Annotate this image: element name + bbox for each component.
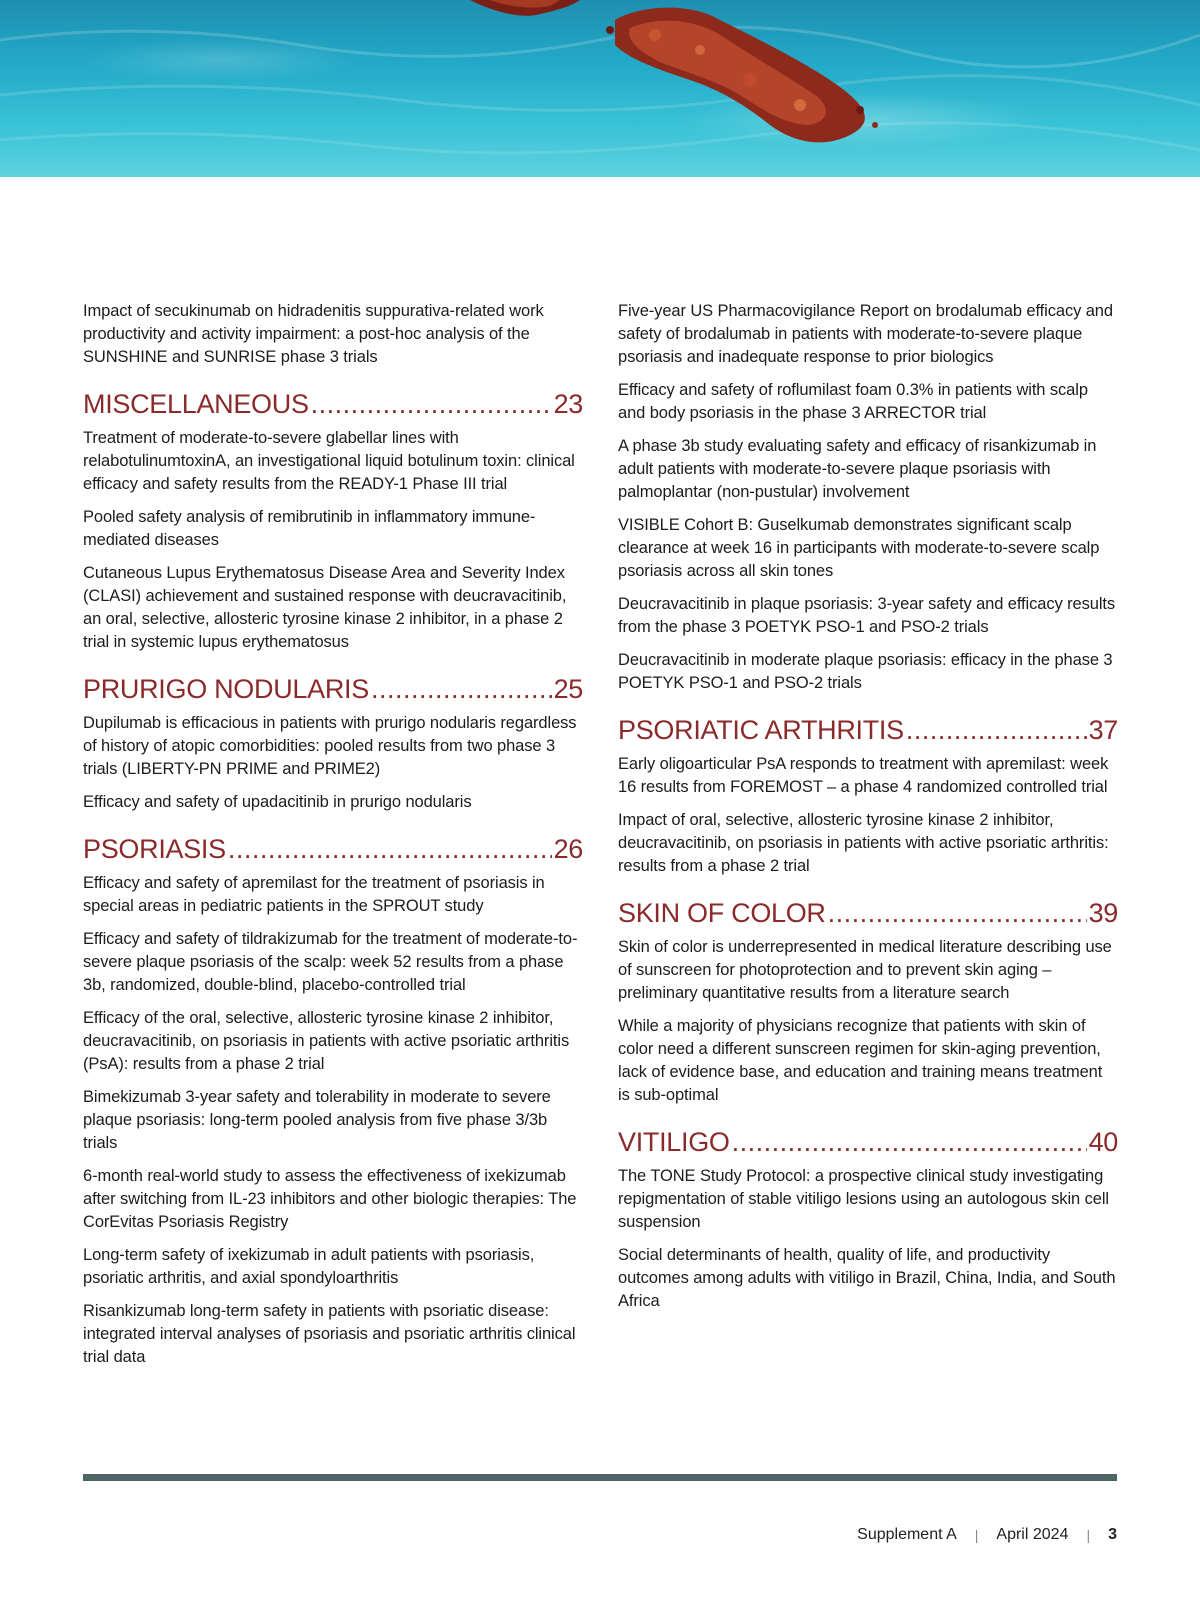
section-page-number: 40 bbox=[1088, 1127, 1118, 1157]
toc-entry[interactable]: Early oligoarticular PsA responds to treatment with apremilast: week 16 results from FOREMOST – a phase 4 randomized controlled trial bbox=[618, 755, 1109, 796]
page-footer bbox=[857, 1526, 1117, 1544]
section-title: SKIN OF COLOR bbox=[618, 898, 826, 928]
toc-section-psoriasis bbox=[83, 832, 583, 1369]
section-page-number: 26 bbox=[553, 834, 583, 864]
toc-entry[interactable]: Impact of secukinumab on hidradenitis suppurativa-related work productivity and activity impairment: a post-hoc analysis of the SUNSHINE and SUNRISE phase 3 trials bbox=[83, 302, 544, 366]
section-heading[interactable] bbox=[618, 896, 1118, 930]
toc-section-psoriatic-arthritis bbox=[618, 713, 1118, 878]
toc-entry[interactable]: A phase 3b study evaluating safety and efficacy of risankizumab in adult patients with moderate-to-severe plaque psoriasis with palmoplantar (non-pustular) involvement bbox=[618, 437, 1097, 501]
toc-entry[interactable]: Impact of oral, selective, allosteric tyrosine kinase 2 inhibitor, deucravacitinib, on psoriasis in patients with active psoriatic arthritis: results from a phase 2 trial bbox=[618, 811, 1109, 875]
section-page-number: 23 bbox=[553, 389, 583, 419]
publication-date: April 2024 bbox=[996, 1526, 1069, 1543]
section-heading[interactable] bbox=[83, 832, 583, 866]
toc-entry[interactable]: VISIBLE Cohort B: Guselkumab demonstrates significant scalp clearance at week 16 in participants with moderate-to-severe scalp psoriasis across all skin tones bbox=[618, 516, 1100, 580]
toc-left-column bbox=[83, 300, 583, 1379]
dot-leader bbox=[371, 672, 552, 706]
section-heading[interactable] bbox=[618, 713, 1118, 747]
toc-entry[interactable]: Pooled safety analysis of remibrutinib in inflammatory immune-mediated diseases bbox=[83, 508, 536, 549]
toc-section-prurigo-nodularis bbox=[83, 672, 583, 814]
section-heading[interactable] bbox=[618, 1125, 1118, 1159]
dot-leader bbox=[228, 832, 552, 866]
toc-entry[interactable]: Efficacy and safety of tildrakizumab for the treatment of moderate-to-severe plaque psoriasis of the scalp: week 52 results from a phase 3b, randomized, double-blind, placebo-controlled trial bbox=[83, 930, 578, 994]
toc-entry[interactable]: Deucravacitinib in moderate plaque psoriasis: efficacy in the phase 3 POETYK PSO-1 and PSO-2 trials bbox=[618, 651, 1113, 692]
section-page-number: 25 bbox=[553, 674, 583, 704]
section-title: PSORIATIC ARTHRITIS bbox=[618, 715, 904, 745]
dot-leader bbox=[311, 387, 552, 421]
footer-separator: | bbox=[974, 1527, 979, 1543]
dot-leader bbox=[906, 713, 1087, 747]
toc-section-miscellaneous bbox=[83, 387, 583, 654]
toc-entry[interactable]: Deucravacitinib in plaque psoriasis: 3-year safety and efficacy results from the phase 3 POETYK PSO-1 and PSO-2 trials bbox=[618, 595, 1116, 636]
section-heading[interactable] bbox=[83, 387, 583, 421]
toc-entry[interactable]: Skin of color is underrepresented in medical literature describing use of sunscreen for photoprotection and to prevent skin aging – preliminary quantitative results from a literature search bbox=[618, 938, 1112, 1002]
toc-entry[interactable]: Social determinants of health, quality of life, and productivity outcomes among adults with vitiligo in Brazil, China, India, and South Africa bbox=[618, 1246, 1116, 1310]
section-title: VITILIGO bbox=[618, 1127, 730, 1157]
section-title: PRURIGO NODULARIS bbox=[83, 674, 369, 704]
toc-entry[interactable]: Treatment of moderate-to-severe glabellar lines with relabotulinumtoxinA, an investigational liquid botulinum toxin: clinical efficacy and safety results from the READY-1 Phase III trial bbox=[83, 429, 575, 493]
page-number: 3 bbox=[1108, 1526, 1117, 1543]
toc-entry[interactable]: Bimekizumab 3-year safety and tolerability in moderate to severe plaque psoriasis: long-term pooled analysis from five phase 3/3b trials bbox=[83, 1088, 551, 1152]
footer-separator: | bbox=[1086, 1527, 1091, 1543]
toc-entry[interactable]: Efficacy and safety of apremilast for the treatment of psoriasis in special areas in pediatric patients in the SPROUT study bbox=[83, 874, 545, 915]
section-page-number: 39 bbox=[1088, 898, 1118, 928]
section-title: PSORIASIS bbox=[83, 834, 226, 864]
toc-entry[interactable]: Risankizumab long-term safety in patients with psoriatic disease: integrated interval analyses of psoriasis and psoriatic arthritis clinical trial data bbox=[83, 1302, 576, 1366]
section-page-number: 37 bbox=[1088, 715, 1118, 745]
publication-label: Supplement A bbox=[857, 1526, 957, 1543]
toc-entry[interactable]: Dupilumab is efficacious in patients with prurigo nodularis regardless of history of atopic comorbidities: pooled results from two phase 3 trials (LIBERTY-PN PRIME and PRIME2) bbox=[83, 714, 577, 778]
dot-leader bbox=[732, 1125, 1087, 1159]
toc-entry[interactable]: While a majority of physicians recognize that patients with skin of color need a different sunscreen regimen for skin-aging prevention, lack of evidence base, and education and training means treatment is sub-optimal bbox=[618, 1017, 1103, 1104]
toc-entry[interactable]: Efficacy of the oral, selective, allosteric tyrosine kinase 2 inhibitor, deucravacitinib, on psoriasis in patients with active psoriatic arthritis (PsA): results from a phase 2 trial bbox=[83, 1009, 570, 1073]
section-heading[interactable] bbox=[83, 672, 583, 706]
header-banner-image bbox=[0, 0, 1200, 177]
toc-entry[interactable]: Cutaneous Lupus Erythematosus Disease Area and Severity Index (CLASI) achievement and sustained response with deucravacitinib, an oral, selective, allosteric tyrosine kinase 2 inhibitor, in a phase 2 trial in systemic lupus erythematosus bbox=[83, 564, 567, 651]
toc-entry[interactable]: Long-term safety of ixekizumab in adult patients with psoriasis, psoriatic arthritis, and axial spondyloarthritis bbox=[83, 1246, 535, 1287]
dot-leader bbox=[828, 896, 1087, 930]
toc-right-column bbox=[618, 300, 1118, 1323]
toc-entry[interactable]: The TONE Study Protocol: a prospective clinical study investigating repigmentation of stable vitiligo lesions using an autologous skin cell suspension bbox=[618, 1167, 1109, 1231]
footer-divider bbox=[83, 1474, 1117, 1481]
toc-section-skin-of-color bbox=[618, 896, 1118, 1107]
coral-reef-illustration bbox=[0, 0, 1200, 177]
toc-entry[interactable]: 6-month real-world study to assess the effectiveness of ixekizumab after switching from IL-23 inhibitors and other biologic therapies: The CorEvitas Psoriasis Registry bbox=[83, 1167, 577, 1231]
toc-entry[interactable]: Efficacy and safety of roflumilast foam 0.3% in patients with scalp and body psoriasis in the phase 3 ARRECTOR trial bbox=[618, 381, 1088, 422]
toc-entry[interactable]: Efficacy and safety of upadacitinib in prurigo nodularis bbox=[83, 793, 472, 811]
toc-section-vitiligo bbox=[618, 1125, 1118, 1313]
toc-entry[interactable]: Five-year US Pharmacovigilance Report on brodalumab efficacy and safety of brodalumab in patients with moderate-to-severe plaque psoriasis and inadequate response to prior biologics bbox=[618, 302, 1113, 366]
section-title: MISCELLANEOUS bbox=[83, 389, 309, 419]
